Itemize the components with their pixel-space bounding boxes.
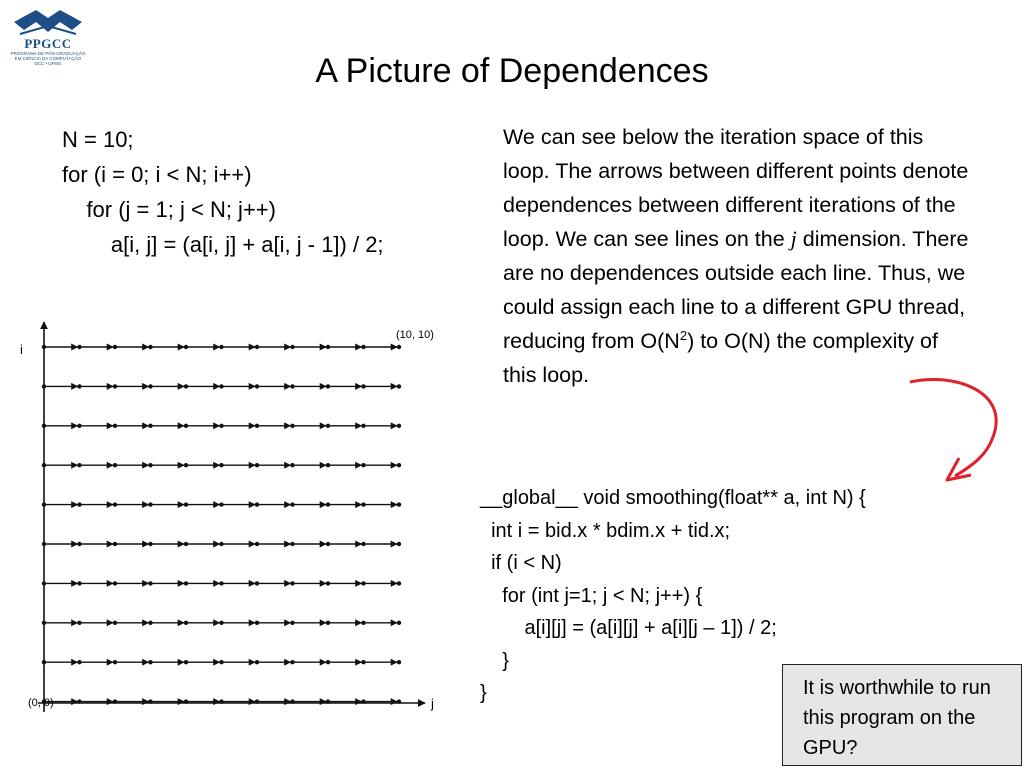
iteration-point <box>148 424 152 428</box>
iteration-point <box>290 660 294 664</box>
gpu-code-line-4: for (int j=1; j < N; j++) { <box>480 584 703 607</box>
iteration-point <box>148 542 152 546</box>
logo-line-1: PROGRAMA DE PÓS-GRADUAÇÃO <box>10 51 86 56</box>
iteration-point <box>361 660 365 664</box>
iteration-point <box>113 621 117 625</box>
iteration-point <box>219 581 223 585</box>
logo-line-3: DCC • UFMG <box>34 61 62 66</box>
iteration-point <box>113 542 117 546</box>
iteration-point <box>397 424 401 428</box>
red-curved-arrow-icon <box>905 372 1005 492</box>
iteration-point <box>290 384 294 388</box>
iteration-point <box>326 660 330 664</box>
iteration-point <box>184 463 188 467</box>
iteration-point <box>113 345 117 349</box>
iteration-row <box>42 424 401 428</box>
iteration-point <box>219 542 223 546</box>
loop-code-line-2: for (i = 0; i < N; i++) <box>62 162 252 187</box>
gpu-code-line-2: int i = bid.x * bdim.x + tid.x; <box>480 519 731 542</box>
iteration-point <box>77 502 81 506</box>
iteration-point <box>397 542 401 546</box>
iteration-row <box>42 581 401 585</box>
iteration-point <box>219 621 223 625</box>
iteration-point <box>361 463 365 467</box>
iteration-point <box>326 424 330 428</box>
iteration-point <box>290 463 294 467</box>
iteration-point <box>397 384 401 388</box>
iteration-row <box>42 463 401 467</box>
iteration-point <box>77 581 81 585</box>
iteration-point <box>290 424 294 428</box>
origin-label: (0, 0) <box>28 697 54 709</box>
iteration-point <box>77 463 81 467</box>
iteration-point <box>148 581 152 585</box>
iteration-point <box>326 463 330 467</box>
gpu-code-line-6: } <box>480 649 509 672</box>
iteration-point <box>397 581 401 585</box>
logo-line-2: EM CIÊNCIA DA COMPUTAÇÃO <box>14 56 82 61</box>
iteration-rows <box>42 345 401 720</box>
iteration-point <box>397 660 401 664</box>
iteration-point <box>397 621 401 625</box>
loop-code <box>62 122 384 262</box>
iteration-point <box>255 542 259 546</box>
gpu-code-line-7: } <box>480 682 487 704</box>
corner-label: (10, 10) <box>396 329 434 341</box>
iteration-point <box>77 621 81 625</box>
j-axis-label: j <box>431 696 434 711</box>
iteration-point <box>184 345 188 349</box>
iteration-point <box>77 424 81 428</box>
iteration-point <box>77 345 81 349</box>
logo-name: PPGCC <box>24 36 72 51</box>
iteration-point <box>397 502 401 506</box>
iteration-point <box>184 542 188 546</box>
iteration-point <box>326 384 330 388</box>
iteration-point <box>219 502 223 506</box>
explanation-part-3: ) to O(N) the complexity of this loop. <box>503 329 938 387</box>
iteration-point <box>255 581 259 585</box>
iteration-point <box>148 384 152 388</box>
iteration-point <box>184 621 188 625</box>
iteration-point <box>361 424 365 428</box>
explanation-italic-j: j <box>790 226 797 251</box>
iteration-point <box>219 384 223 388</box>
iteration-point <box>184 384 188 388</box>
explanation-part-1: We can see below the iteration space of this loop. The arrows between different points denote dependences between different iterations of the loop. We can see lines on the <box>503 125 969 251</box>
iteration-point <box>219 345 223 349</box>
iteration-point <box>148 621 152 625</box>
iteration-point <box>113 463 117 467</box>
iteration-point <box>361 542 365 546</box>
note-box <box>782 664 1022 766</box>
iteration-row <box>42 345 401 349</box>
iteration-point <box>326 502 330 506</box>
iteration-row <box>42 542 401 546</box>
iteration-point <box>290 581 294 585</box>
iteration-point <box>290 345 294 349</box>
iteration-point <box>290 621 294 625</box>
explanation-part-2: dimension. There are no dependences outside each line. Thus, we could assign each line to a different GPU thread, reducing from O(N <box>503 227 969 353</box>
iteration-point <box>361 502 365 506</box>
iteration-point <box>219 424 223 428</box>
i-axis-label: i <box>20 342 23 357</box>
iteration-row <box>42 384 401 388</box>
iteration-point <box>184 424 188 428</box>
loop-code-line-4: a[i, j] = (a[i, j] + a[i, j - 1]) / 2; <box>62 232 384 257</box>
iteration-row <box>42 660 401 664</box>
iteration-point <box>326 345 330 349</box>
iteration-row <box>42 502 401 506</box>
iteration-point <box>326 542 330 546</box>
iteration-point <box>148 660 152 664</box>
iteration-point <box>290 502 294 506</box>
gpu-code-line-3: if (i < N) <box>480 552 562 574</box>
note-text: It is worthwhile to run this program on the GPU? <box>803 677 991 759</box>
iteration-point <box>113 581 117 585</box>
slide-title: A Picture of Dependences <box>315 52 709 90</box>
iteration-point <box>113 424 117 428</box>
loop-code-line-3: for (j = 1; j < N; j++) <box>62 197 276 222</box>
iteration-point <box>77 384 81 388</box>
iteration-point <box>255 424 259 428</box>
iteration-point <box>290 542 294 546</box>
iteration-point <box>255 463 259 467</box>
gpu-code-line-1: __global__ void smoothing(float** a, int N) { <box>480 487 866 509</box>
iteration-point <box>255 384 259 388</box>
gpu-code-line-5: a[i][j] = (a[i][j] + a[i][j – 1]) / 2; <box>480 617 777 639</box>
iteration-point <box>361 384 365 388</box>
iteration-point <box>184 581 188 585</box>
iteration-point <box>255 621 259 625</box>
iteration-point <box>184 660 188 664</box>
iteration-point <box>113 660 117 664</box>
iteration-point <box>113 384 117 388</box>
iteration-space-diagram <box>0 310 470 720</box>
iteration-point <box>219 463 223 467</box>
explanation-superscript: 2 <box>679 327 688 343</box>
iteration-point <box>255 660 259 664</box>
iteration-point <box>148 345 152 349</box>
loop-code-line-1: N = 10; <box>62 127 134 152</box>
iteration-point <box>397 463 401 467</box>
iteration-point <box>113 502 117 506</box>
iteration-point <box>326 621 330 625</box>
iteration-point <box>361 621 365 625</box>
iteration-point <box>326 581 330 585</box>
iteration-point <box>184 502 188 506</box>
iteration-point <box>361 345 365 349</box>
iteration-point <box>219 660 223 664</box>
iteration-point <box>77 660 81 664</box>
explanation-paragraph <box>503 120 973 392</box>
iteration-point <box>148 463 152 467</box>
iteration-point <box>255 502 259 506</box>
iteration-point <box>397 345 401 349</box>
iteration-point <box>255 345 259 349</box>
iteration-point <box>148 502 152 506</box>
iteration-point <box>77 542 81 546</box>
iteration-row <box>42 621 401 625</box>
iteration-point <box>361 581 365 585</box>
